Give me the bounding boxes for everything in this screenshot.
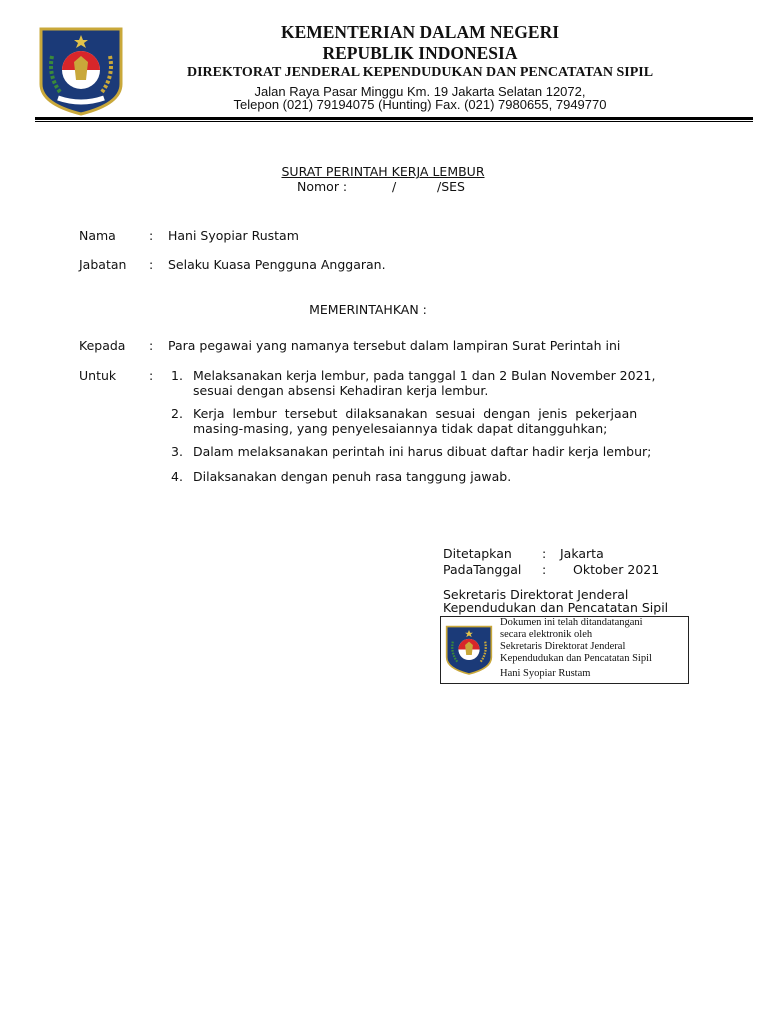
list-item-text: Dalam melaksanakan perintah ini harus dibuat daftar hadir kerja lembur; [193, 444, 652, 459]
kemendagri-logo-small [445, 621, 493, 679]
list-item-number: 3. [171, 444, 183, 459]
list-item-text: sesuai dengan absensi Kehadiran kerja lembur. [193, 383, 489, 398]
list-item-number: 1. [171, 368, 183, 383]
list-item-number: 4. [171, 469, 183, 484]
tanggal-value: Oktober 2021 [573, 562, 660, 577]
esign-signer-name: Hani Syopiar Rustam [500, 668, 591, 679]
tanggal-label: PadaTanggal [443, 562, 522, 577]
electronic-signature-box [440, 616, 689, 684]
ditetapkan-label: Ditetapkan [443, 546, 512, 561]
colon: : [542, 562, 547, 577]
letterhead-country: REPUBLIK INDONESIA [322, 43, 518, 63]
list-item-text: Dilaksanakan dengan penuh rasa tanggung jawab. [193, 469, 512, 484]
position-line1: Sekretaris Direktorat Jenderal [443, 587, 629, 602]
esign-text: Sekretaris Direktorat Jenderal [500, 641, 626, 652]
letterhead-directorate: DIREKTORAT JENDERAL KEPENDUDUKAN DAN PENCATATAN SIPIL [186, 65, 654, 80]
esign-text: Dokumen ini telah ditandatangani [500, 617, 643, 628]
letterhead-phone: Telepon (021) 79194075 (Hunting) Fax. (021) 7980655, 7949770 [233, 97, 607, 112]
esign-text: Kependudukan dan Pencatatan Sipil [500, 653, 652, 664]
esign-text: secara elektronik oleh [500, 629, 593, 640]
jabatan-value: Selaku Kuasa Pengguna Anggaran. [168, 257, 386, 272]
letterhead-divider-thin [35, 121, 753, 122]
list-item-text: Melaksanakan kerja lembur, pada tanggal 1 dan 2 Bulan November 2021, [193, 368, 656, 383]
list-item-text: Kerja lembur tersebut dilaksanakan sesuai dengan jenis pekerjaan [193, 406, 638, 421]
colon: : [149, 228, 154, 243]
nama-label: Nama [79, 228, 116, 243]
letterhead-divider [35, 117, 753, 120]
colon: : [149, 338, 154, 353]
colon: : [542, 546, 547, 561]
kepada-value: Para pegawai yang namanya tersebut dalam lampiran Surat Perintah ini [168, 338, 621, 353]
ditetapkan-value: Jakarta [560, 546, 604, 561]
command-heading: MEMERINTAHKAN : [309, 302, 427, 317]
list-item-text: masing-masing, yang penyelesaiannya tidak dapat ditangguhkan; [193, 421, 608, 436]
kepada-label: Kepada [79, 338, 126, 353]
nomor-separator: / [392, 179, 397, 194]
position-line2: Kependudukan dan Pencatatan Sipil [443, 600, 669, 615]
letterhead-ministry: KEMENTERIAN DALAM NEGERI [280, 22, 560, 42]
list-item-number: 2. [171, 406, 183, 421]
jabatan-label: Jabatan [79, 257, 127, 272]
colon: : [149, 257, 154, 272]
document-title: SURAT PERINTAH KERJA LEMBUR [281, 164, 485, 179]
nama-value: Hani Syopiar Rustam [168, 228, 299, 243]
untuk-label: Untuk [79, 368, 117, 383]
nomor-suffix: /SES [437, 179, 465, 194]
letterhead-address: Jalan Raya Pasar Minggu Km. 19 Jakarta Selatan 12072, [254, 84, 586, 99]
nomor-label: Nomor : [297, 179, 348, 194]
colon: : [149, 368, 154, 383]
